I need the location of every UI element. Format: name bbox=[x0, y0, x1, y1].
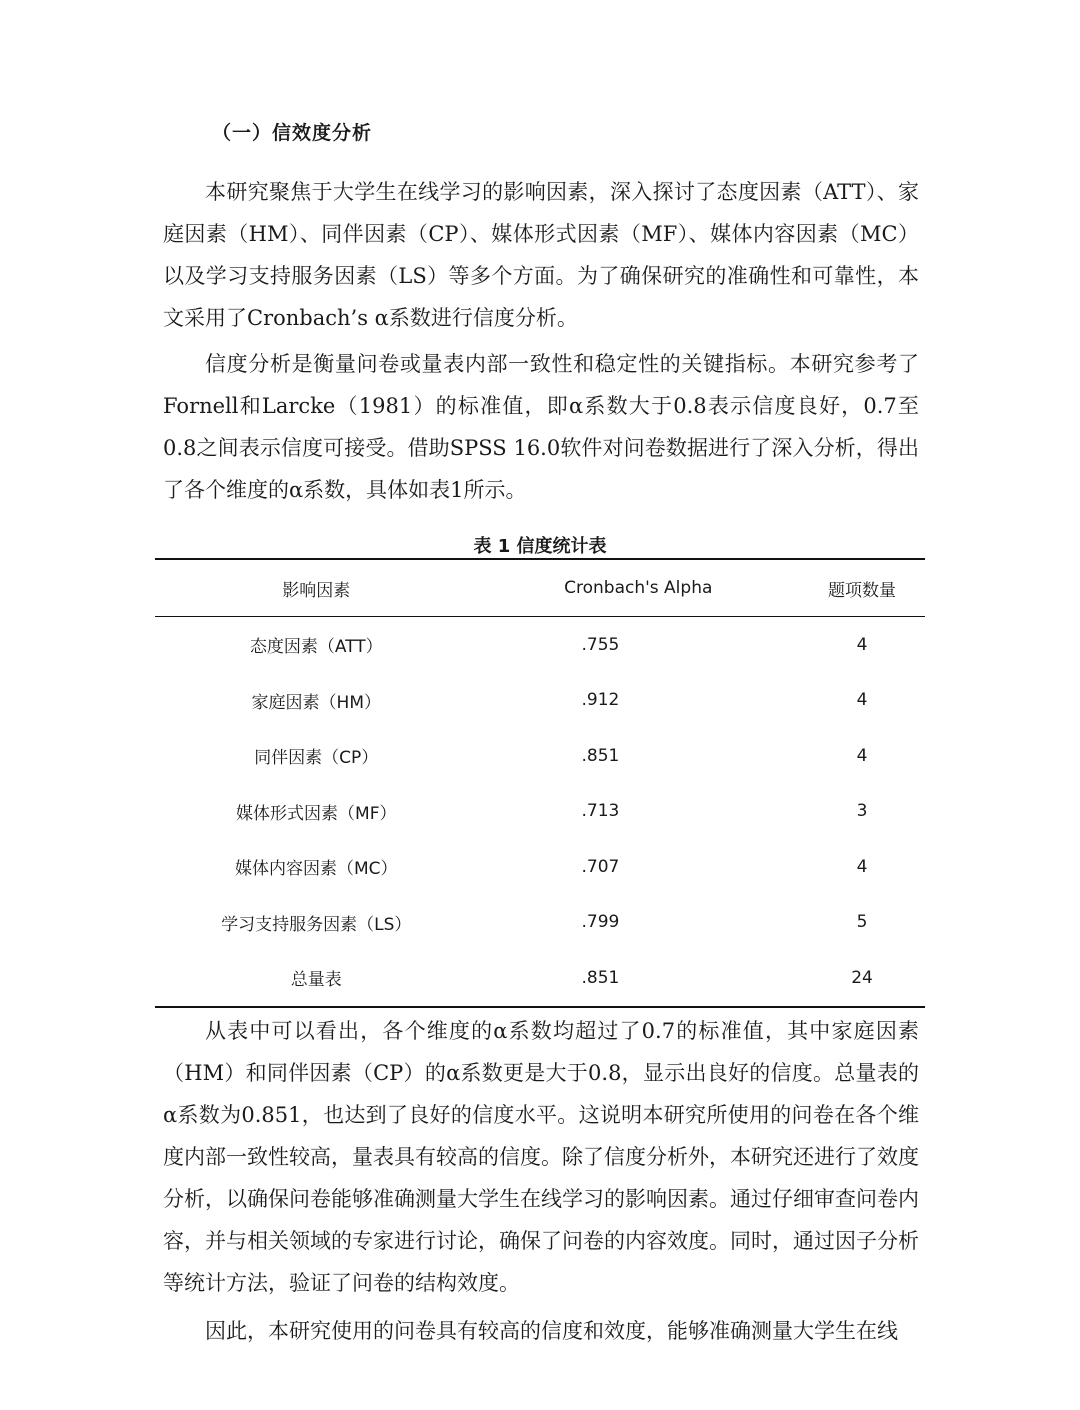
cell-items: 4 bbox=[856, 745, 868, 766]
cell-alpha: .707 bbox=[581, 856, 620, 877]
cell-items: 24 bbox=[851, 967, 873, 988]
cell-factor: 态度因素（ATT） bbox=[249, 637, 383, 658]
paragraph-conclusion: 因此，本研究使用的问卷具有较高的信度和效度，能够准确测量大学生在线 bbox=[205, 1319, 898, 1343]
paragraph-results: 从表中可以看出，各个维度的α系数均超过了0.7的标准值，其中家庭因素（HM）和同伴因素（CP）的α系数更是大于0.8，显示出良好的信度。总量表的α系数为0.851，也达到了良好的信度水平。这说明本研究所使用的问卷在各个维度内部一致性较高，量表具有较高的信度。除了信度分析外，本研究还进行了效度分析，以确保问卷能够准确测量大学生在线学习的影响因素。通过仔细审查问卷内容，并与相关领域的专家进行讨论，确保了问卷的内容效度。同时，通过因子分析等统计方法，验证了问卷的结构效度。 bbox=[163, 1019, 919, 1295]
cell-items: 3 bbox=[856, 801, 868, 822]
table-row bbox=[155, 617, 925, 673]
cell-alpha: .912 bbox=[581, 690, 620, 711]
cell-items: 4 bbox=[856, 634, 868, 655]
cell-alpha: .851 bbox=[581, 745, 620, 766]
cell-factor: 家庭因素（HM） bbox=[251, 692, 381, 713]
table-header-row bbox=[155, 559, 925, 617]
paragraph-reliability-method: 信度分析是衡量问卷或量表内部一致性和稳定性的关键指标。本研究参考了Fornell和Larcke（1981）的标准值，即α系数大于0.8表示信度良好，0.7至0.8之间表示信度可接受。借助SPSS 16.0软件对问卷数据进行了深入分析，得出了各个维度的α系数，具体如表1所示。 bbox=[163, 352, 919, 502]
header-alpha: Cronbach's Alpha bbox=[564, 578, 713, 598]
table-row-total bbox=[155, 950, 925, 1007]
section-heading: （一）信效度分析 bbox=[212, 122, 373, 144]
table-row bbox=[155, 784, 925, 840]
table-row bbox=[155, 895, 925, 951]
paragraph-intro: 本研究聚焦于大学生在线学习的影响因素，深入探讨了态度因素（ATT）、家庭因素（HM）、同伴因素（CP）、媒体形式因素（MF）、媒体内容因素（MC）以及学习支持服务因素（LS）等多个方面。为了确保研究的准确性和可靠性，本文采用了Cronbach’s α系数进行信度分析。 bbox=[163, 180, 919, 330]
cell-factor: 学习支持服务因素（LS） bbox=[221, 914, 412, 935]
cell-alpha: .755 bbox=[581, 634, 620, 655]
cell-items: 4 bbox=[856, 690, 868, 711]
reliability-table bbox=[155, 558, 925, 1008]
header-factor: 影响因素 bbox=[282, 580, 351, 601]
table-row bbox=[155, 728, 925, 784]
cell-factor: 总量表 bbox=[290, 970, 342, 991]
cell-alpha: .713 bbox=[581, 801, 620, 822]
cell-items: 4 bbox=[856, 856, 868, 877]
cell-factor: 同伴因素（CP） bbox=[254, 748, 379, 769]
header-items: 题项数量 bbox=[828, 580, 896, 601]
table-caption: 表 1 信度统计表 bbox=[473, 536, 607, 557]
cell-factor: 媒体形式因素（MF） bbox=[236, 803, 397, 824]
cell-alpha: .799 bbox=[581, 912, 620, 933]
table-row bbox=[155, 839, 925, 895]
cell-factor: 媒体内容因素（MC） bbox=[234, 859, 398, 880]
cell-alpha: .851 bbox=[581, 967, 620, 988]
cell-items: 5 bbox=[856, 912, 868, 933]
table-row bbox=[155, 673, 925, 729]
